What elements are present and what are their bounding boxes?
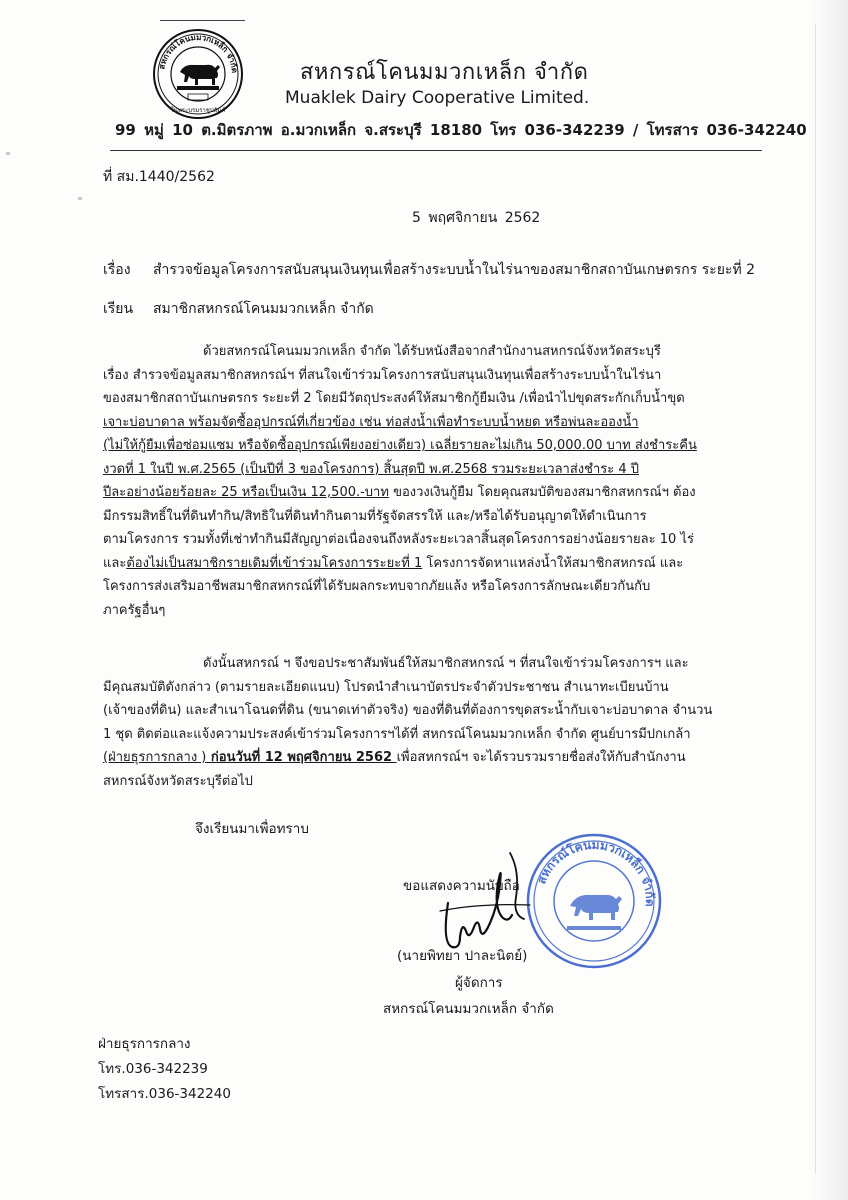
p1-line: ของสมาชิกสถาบันเกษตรกร ระยะที่ 2 โดยมีวัตถุประสงค์ให้สมาชิกกู้ยืมเงิน /เพื่อนำไปขุดสระกักเก็บน้ำขุด (103, 391, 685, 406)
reference-number: ที่ สม.1440/2562 (103, 169, 215, 185)
org-address: 99 หมู่ 10 ต.มิตรภาพ อ.มวกเหล็ก จ.สระบุรี 18180 โทร 036-342239 / โทรสาร 036-342240 (115, 121, 807, 139)
paragraph-1 (103, 340, 758, 622)
footer-phone: โทร.036-342239 (98, 1061, 208, 1077)
p2-text: เพื่อสหกรณ์ฯ จะได้รวบรวมรายชื่อส่งให้กับสำนักงาน (396, 750, 686, 765)
p1-underlined-text: สิ้นสุดปี พ.ศ.2568 รวมระยะเวลาส่งชำระ 4 ปี (379, 461, 640, 477)
footer-department: ฝ่ายธุรการกลาง (98, 1036, 191, 1052)
p2-underlined-text: (ฝ่ายธุรการกลาง ) (103, 750, 207, 765)
show-through-margin (808, 0, 848, 1200)
show-through-frame (815, 24, 844, 1174)
p1-line-underlined: เจาะบ่อบาดาล พร้อมจัดซื้ออุปกรณ์ที่เกี่ยวข้อง เช่น ท่อส่งน้ำเพื่อทำระบบน้ำหยด หรือพ่นละอองน้ำ (103, 414, 639, 430)
p1-underlined-text: ต้องไม่เป็นสมาชิกรายเดิมที่เข้าร่วมโครงการระยะที่ 1 (126, 555, 423, 571)
org-name-thai: สหกรณ์โคนมมวกเหล็ก จำกัด (300, 60, 589, 85)
subject-label: เรื่อง (103, 262, 131, 278)
regards-line: ขอแสดงความนับถือ (403, 878, 520, 894)
scan-speck (78, 197, 82, 200)
p2-deadline-text: ก่อนวันที่ 12 พฤศจิกายน 2562 (206, 750, 397, 765)
signer-organization: สหกรณ์โคนมมวกเหล็ก จำกัด (383, 1001, 554, 1017)
scan-speck (6, 152, 10, 155)
p1-underlined-text: เฉลี่ยรายละไม่เกิน 50,000.00 บาท ส่งชำระคืน (426, 438, 697, 453)
p1-line: ภาครัฐอื่นๆ (103, 602, 166, 618)
seal-ring-text: สหกรณ์โคนมมวกเหล็ก จำกัด (534, 837, 658, 907)
signer-position: ผู้จัดการ (455, 975, 503, 991)
logo-bottom-text: ในพระบรมราชูปถัมภ์ (170, 107, 226, 114)
paragraph-2 (103, 652, 758, 793)
p1-line: มีกรรมสิทธิ์ในที่ดินทำกิน/สิทธิในที่ดินทำกินตามที่รัฐจัดสรรให้ และ/หรือได้รับอนุญาตให้ดำเนินการ (103, 508, 647, 524)
p1-line: เรื่อง สำรวจข้อมูลสมาชิกสหกรณ์ฯ ที่สนใจเข้าร่วมโครงการสนับสนุนเงินทุนเพื่อสร้างระบบน้ำในไร่นา (103, 367, 662, 383)
p1-text: ของวงเงินกู้ยืม โดยคุณสมบัติของสมาชิกสหกรณ์ฯ ต้อง (388, 485, 696, 500)
top-rule (160, 20, 245, 21)
recipient-label: เรียน (103, 301, 134, 317)
p1-text: โครงการจัดหาแหล่งน้ำให้สมาชิกสหกรณ์ และ (422, 555, 684, 571)
p1-underlined-text: งวดที่ 1 ในปี พ.ศ.2565 (เป็นปีที่ 3 ของโครงการ) (103, 461, 380, 477)
p2-line: มีคุณสมบัติดังกล่าว (ตามรายละเอียดแนบ) โปรดนำสำเนาบัตรประจำตัวประชาชน สำเนาทะเบียนบ้าน (103, 679, 669, 695)
p2-line: (เจ้าของที่ดิน) และสำเนาโฉนดที่ดิน (ขนาดเท่าตัวจริง) ของที่ดินที่ต้องการขุดสระน้ำกับเจาะบ่อบาดาล จำนวน (103, 703, 713, 718)
signer-name: (นายพิทยา ปาละนิตย์) (397, 948, 528, 964)
p2-line: สหกรณ์จังหวัดสระบุรีต่อไป (103, 773, 253, 789)
recipient-text: สมาชิกสหกรณ์โคนมมวกเหล็ก จำกัด (153, 301, 374, 317)
footer-fax: โทรสาร.036-342240 (98, 1086, 231, 1102)
letter-date: 5 พฤศจิกายน 2562 (412, 210, 541, 226)
p1-line: ด้วยสหกรณ์โคนมมวกเหล็ก จำกัด ได้รับหนังสือจากสำนักงานสหกรณ์จังหวัดสระบุรี (203, 344, 661, 359)
org-name-english: Muaklek Dairy Cooperative Limited. (285, 88, 590, 108)
recipient-line (103, 298, 374, 320)
closing-line: จึงเรียนมาเพื่อทราบ (195, 821, 309, 837)
p1-line: ตามโครงการ รวมทั้งที่เช่าทำกินมีสัญญาต่อเนื่องจนถึงหลังระยะเวลาสิ้นสุดโครงการอย่างน้อยรายละ 10 ไร่ (103, 532, 694, 547)
subject-line (103, 259, 755, 281)
subject-text: สำรวจข้อมูลโครงการสนับสนุนเงินทุนเพื่อสร้างระบบน้ำในไร่นาของสมาชิกสถาบันเกษตรกร ระยะที่ 2 (153, 262, 756, 278)
p2-line: 1 ชุด ติดต่อและแจ้งความประสงค์เข้าร่วมโครงการฯได้ที่ สหกรณ์โคนมมวกเหล็ก จำกัด ศูนย์บารมีปกเกล้า (103, 726, 691, 742)
p1-line: โครงการส่งเสริมอาชีพสมาชิกสหกรณ์ที่ได้รับผลกระทบจากภัยแล้ง หรือโครงการลักษณะเดียวกันกับ (103, 579, 651, 594)
p1-text: และ (103, 555, 127, 571)
cooperative-logo-icon (152, 28, 244, 120)
p1-underlined-text: ปีละอย่างน้อยร้อยละ 25 หรือเป็นเงิน 12,500.-บาท (103, 485, 389, 500)
logo-ring-text: สหกรณ์โคนมมวกเหล็ก จำกัด (157, 32, 240, 74)
header-rule (110, 150, 762, 151)
p1-underlined-text: (ไม่ให้กู้ยืมเพื่อซ่อมแซม หรือจัดซื้ออุปกรณ์เพียงอย่างเดียว) (103, 438, 427, 453)
p2-line: ดังนั้นสหกรณ์ ฯ จึงขอประชาสัมพันธ์ให้สมาชิกสหกรณ์ ฯ ที่สนใจเข้าร่วมโครงการฯ และ (203, 656, 689, 671)
contact-footer (98, 1032, 231, 1107)
